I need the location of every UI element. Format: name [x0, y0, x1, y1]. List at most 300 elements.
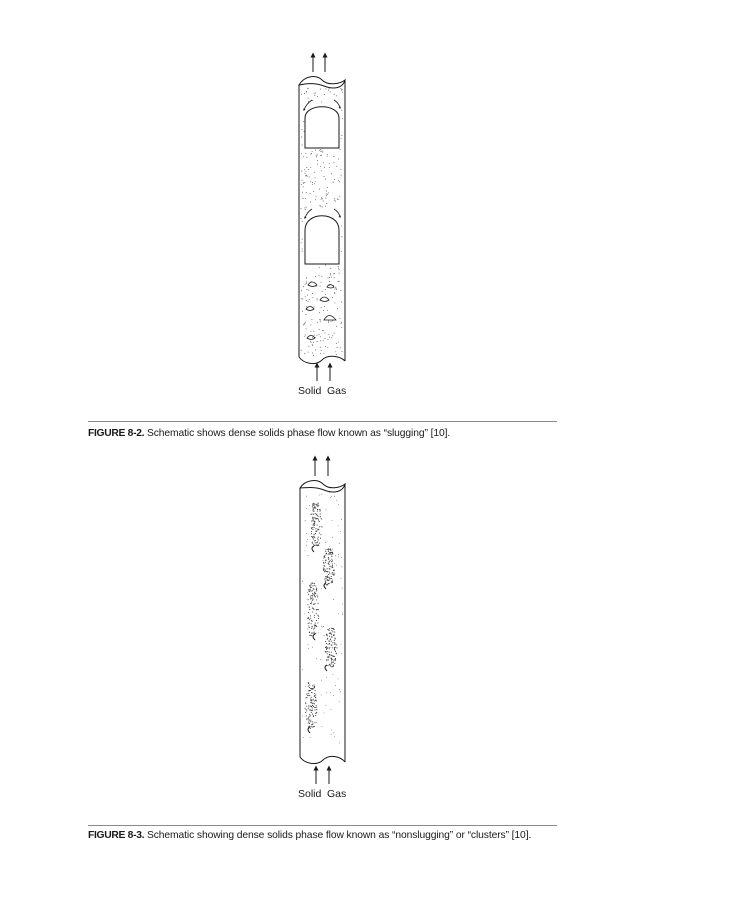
particle-dot	[311, 633, 312, 634]
particle-dot	[315, 92, 316, 93]
particle-dot	[337, 199, 338, 200]
particle-dot	[341, 110, 342, 111]
particle-dot	[306, 715, 307, 716]
particle-dot	[310, 715, 311, 716]
cluster-hook	[324, 583, 326, 589]
particle-dot	[329, 643, 330, 644]
particle-dot	[309, 622, 310, 623]
particle-dot	[329, 569, 330, 570]
particle-dot	[304, 93, 305, 94]
particle-dot	[312, 689, 313, 690]
particle-dot	[317, 96, 318, 97]
gas-slug-lower	[305, 216, 339, 264]
particle-dot	[323, 557, 324, 558]
particle-dot	[314, 628, 315, 629]
particle-dot	[332, 664, 333, 665]
particle-dot	[320, 534, 321, 535]
particle-dot	[317, 160, 318, 161]
particle-dot	[333, 156, 334, 157]
particle-dot	[308, 98, 309, 99]
particle-dot	[312, 611, 313, 612]
particle-dot	[304, 207, 305, 208]
particle-dot	[312, 184, 313, 185]
particle-dot	[328, 554, 329, 555]
inlet-label-gas: Gas	[327, 788, 347, 800]
particle-dot	[308, 352, 309, 353]
particle-dot	[315, 690, 316, 691]
particle-dot	[333, 666, 334, 667]
particle-dot	[308, 727, 309, 728]
particle-dot	[312, 510, 313, 511]
particle-dot	[321, 151, 322, 152]
particle-dot	[335, 289, 336, 290]
particle-dot	[317, 622, 318, 623]
particle-dot	[325, 294, 326, 295]
particle-dot	[314, 540, 315, 541]
particle-dot	[331, 321, 332, 322]
particle-dot	[325, 652, 326, 653]
particle-dot	[301, 208, 302, 209]
particle-dot	[312, 537, 313, 538]
particle-dot	[336, 647, 337, 648]
particle-dot	[315, 697, 316, 698]
particle-dot	[319, 532, 320, 533]
particle-dot	[319, 312, 320, 313]
particle-dot	[329, 572, 330, 573]
particle-dot	[309, 719, 310, 720]
cluster-hook	[313, 634, 315, 640]
particle-dot	[342, 118, 343, 119]
particle-dot	[336, 343, 337, 344]
particle-dot	[334, 563, 335, 564]
particle-dot	[312, 520, 313, 521]
particle-dot	[314, 687, 315, 688]
particle-dot	[313, 539, 314, 540]
particle-dot	[334, 632, 335, 633]
particle-dot	[301, 350, 302, 351]
particle-dot	[312, 705, 313, 706]
particle-dot	[312, 352, 313, 353]
particle-dot	[321, 307, 322, 308]
particle-dot	[325, 570, 326, 571]
particle-dot	[316, 155, 317, 156]
particle-dot	[333, 660, 334, 661]
particle-dot	[331, 496, 332, 497]
particle-dot	[312, 585, 313, 586]
particle-dot	[340, 531, 341, 532]
particle-dot	[334, 200, 335, 201]
particle-dot	[317, 298, 318, 299]
particle-dot	[315, 540, 316, 541]
particle-dot	[330, 91, 331, 92]
particle-dot	[326, 659, 327, 660]
particle-dot	[311, 602, 312, 603]
particle-dot	[315, 504, 316, 505]
particle-dot	[310, 618, 311, 619]
particle-dot	[319, 543, 320, 544]
particle-dot	[309, 635, 310, 636]
particle-dot	[334, 638, 335, 639]
particle-dot	[309, 695, 310, 696]
particle-dot	[329, 167, 330, 168]
particle-dot	[329, 281, 330, 282]
particle-dot	[314, 594, 315, 595]
particle-dot	[327, 571, 328, 572]
particle-dot	[329, 553, 330, 554]
particle-dot	[301, 218, 302, 219]
particle-dot	[311, 587, 312, 588]
particle-dot	[308, 690, 309, 691]
particle-dot	[326, 584, 327, 585]
particle-dot	[336, 289, 337, 290]
particle-dot	[319, 495, 320, 496]
particle-dot	[312, 529, 313, 530]
particle-dot	[316, 518, 317, 519]
inlet-label-solid: Solid	[298, 788, 322, 800]
particle-dot	[312, 293, 313, 294]
particle-dot	[338, 504, 339, 505]
particle-dot	[322, 726, 323, 727]
particle-dot	[334, 570, 335, 571]
particle-dot	[341, 327, 342, 328]
particle-dot	[304, 353, 305, 354]
particle-dot	[339, 269, 340, 270]
particle-dot	[311, 591, 312, 592]
particle-dot	[315, 531, 316, 532]
particle-dot	[312, 297, 313, 298]
particle-dot	[329, 652, 330, 653]
particle-dot	[336, 166, 337, 167]
particle-dot	[305, 708, 306, 709]
particle-dot	[333, 695, 334, 696]
particle-dot	[329, 337, 330, 338]
particle-dot	[317, 596, 318, 597]
particle-dot	[328, 322, 329, 323]
particle-dot	[312, 710, 313, 711]
particle-dot	[326, 576, 327, 577]
particle-dot	[331, 554, 332, 555]
particle-dot	[312, 714, 313, 715]
particle-dot	[310, 603, 311, 604]
particle-dot	[316, 722, 317, 723]
particle-dot	[314, 615, 315, 616]
particle-dot	[324, 176, 325, 177]
particle-dot	[334, 736, 335, 737]
particle-dot	[315, 542, 316, 543]
particle-dot	[308, 708, 309, 709]
particle-dot	[330, 550, 331, 551]
particle-dot	[331, 662, 332, 663]
particle-dot	[338, 266, 339, 267]
particle-dot	[320, 509, 321, 510]
particle-dot	[320, 340, 321, 341]
particle-dot	[308, 644, 309, 645]
particle-dot	[312, 337, 313, 338]
particle-dot	[338, 557, 339, 558]
particle-dot	[332, 549, 333, 550]
particle-dot	[314, 583, 315, 584]
particle-dot	[312, 505, 313, 506]
particle-dot	[331, 645, 332, 646]
particle-dot	[331, 663, 332, 664]
inlet-label-gas: Gas	[327, 385, 347, 397]
particle-dot	[323, 310, 324, 311]
particle-dot	[336, 288, 337, 289]
particle-dot	[313, 536, 314, 537]
particle-dot	[314, 172, 315, 173]
particle-dot	[341, 322, 342, 323]
particle-dot	[323, 162, 324, 163]
particle-dot	[338, 342, 339, 343]
particle-dot	[316, 545, 317, 546]
particle-dot	[327, 653, 328, 654]
particle-dot	[320, 320, 321, 321]
particle-dot	[304, 614, 305, 615]
particle-dot	[314, 183, 315, 184]
particle-dot	[310, 702, 311, 703]
particle-dot	[329, 561, 330, 562]
particle-dot	[308, 648, 309, 649]
particle-dot	[308, 101, 309, 102]
particle-dot	[306, 508, 307, 509]
particle-dot	[314, 93, 315, 94]
particle-dot	[327, 665, 328, 666]
particle-dot	[313, 598, 314, 599]
particle-dot	[306, 710, 307, 711]
particle-dot	[308, 682, 309, 683]
particle-dot	[319, 334, 320, 335]
particle-dot	[338, 180, 339, 181]
particle-dot	[307, 695, 308, 696]
particle-dot	[315, 707, 316, 708]
particle-dot	[310, 587, 311, 588]
particle-dot	[314, 632, 315, 633]
particle-dot	[341, 251, 342, 252]
particle-dot	[329, 492, 330, 493]
particle-dot	[322, 152, 323, 153]
particle-dot	[338, 199, 339, 200]
particle-dot	[308, 599, 309, 600]
particle-dot	[340, 169, 341, 170]
particle-dot	[321, 588, 322, 589]
particle-dot	[316, 156, 317, 157]
particle-dot	[302, 299, 303, 300]
particle-dot	[325, 549, 326, 550]
particle-dot	[314, 335, 315, 336]
particle-dot	[307, 539, 308, 540]
particle-dot	[309, 714, 310, 715]
particle-dot	[308, 346, 309, 347]
particle-dot	[328, 559, 329, 560]
particle-dot	[316, 196, 317, 197]
particle-dot	[326, 194, 327, 195]
particle-dot	[332, 574, 333, 575]
particle-dot	[318, 633, 319, 634]
particle-dot	[331, 559, 332, 560]
particle-dot	[302, 239, 303, 240]
particle-dot	[311, 520, 312, 521]
particle-dot	[329, 648, 330, 649]
particle-dot	[308, 590, 309, 591]
particle-dot	[332, 553, 333, 554]
particle-dot	[332, 551, 333, 552]
particle-dot	[310, 726, 311, 727]
particle-dot	[327, 194, 328, 195]
particle-dot	[325, 580, 326, 581]
particle-dot	[306, 533, 307, 534]
particle-dot	[316, 588, 317, 589]
particle-dot	[315, 177, 316, 178]
particle-dot	[328, 656, 329, 657]
particle-dot	[312, 590, 313, 591]
particle-dot	[333, 628, 334, 629]
particle-dot	[305, 198, 306, 199]
particle-dot	[332, 560, 333, 561]
particle-dot	[332, 320, 333, 321]
particle-dot	[312, 506, 313, 507]
particle-dot	[302, 251, 303, 252]
particle-dot	[330, 549, 331, 550]
particle-dot	[320, 538, 321, 539]
particle-dot	[334, 642, 335, 643]
particle-dot	[332, 520, 333, 521]
particle-dot	[313, 503, 314, 504]
particle-dot	[326, 705, 327, 706]
particle-dot	[317, 515, 318, 516]
particle-dot	[311, 692, 312, 693]
particle-dot	[305, 173, 306, 174]
particle-dot	[321, 494, 322, 495]
particle-dot	[312, 344, 313, 345]
particle-dot	[306, 207, 307, 208]
particle-dot	[321, 197, 322, 198]
particle-dot	[328, 339, 329, 340]
particle-dot	[340, 88, 341, 89]
particle-dot	[323, 563, 324, 564]
particle-dot	[334, 333, 335, 334]
particle-dot	[317, 529, 318, 530]
particle-dot	[312, 707, 313, 708]
particle-dot	[335, 351, 336, 352]
particle-dot	[309, 607, 310, 608]
particle-dot	[305, 284, 306, 285]
particle-dot	[320, 149, 321, 150]
particle-dot	[315, 199, 316, 200]
particle-dot	[305, 334, 306, 335]
particle-dot	[311, 319, 312, 320]
particle-dot	[319, 329, 320, 330]
particle-dot	[329, 568, 330, 569]
particle-dot	[334, 656, 335, 657]
particle-dot	[310, 331, 311, 332]
particle-dot	[327, 584, 328, 585]
particle-dot	[304, 324, 305, 325]
particle-dot	[339, 743, 340, 744]
particle-dot	[322, 207, 323, 208]
particle-dot	[318, 544, 319, 545]
particle-dot	[306, 289, 307, 290]
particle-dot	[312, 703, 313, 704]
particle-dot	[302, 716, 303, 717]
particle-dot	[321, 101, 322, 102]
particle-dot	[326, 203, 327, 204]
particle-dot	[334, 640, 335, 641]
particle-dot	[331, 730, 332, 731]
particle-dot	[328, 192, 329, 193]
particle-dot	[316, 707, 317, 708]
particle-dot	[317, 518, 318, 519]
particle-dot	[312, 151, 313, 152]
particle-dot	[315, 276, 316, 277]
pipe-bottom-end	[300, 756, 345, 763]
particle-dot	[342, 588, 343, 589]
particle-dot	[318, 545, 319, 546]
particle-dot	[332, 642, 333, 643]
particle-dot	[322, 527, 323, 528]
particle-dot	[334, 649, 335, 650]
particle-dot	[310, 728, 311, 729]
particle-dot	[335, 685, 336, 686]
particle-dot	[309, 619, 310, 620]
particle-dot	[314, 592, 315, 593]
particle-dot	[315, 633, 316, 634]
particle-dot	[310, 310, 311, 311]
particle-dot	[301, 298, 302, 299]
particle-dot	[342, 604, 343, 605]
particle-dot	[313, 633, 314, 634]
particle-dot	[332, 666, 333, 667]
particle-dot	[315, 596, 316, 597]
particle-dot	[313, 508, 314, 509]
particle-dot	[311, 324, 312, 325]
particle-dot	[315, 623, 316, 624]
particle-dot	[308, 716, 309, 717]
particle-dot	[328, 580, 329, 581]
particle-dot	[342, 566, 343, 567]
particle-dot	[330, 578, 331, 579]
particle-dot	[323, 340, 324, 341]
particle-dot	[320, 155, 321, 156]
particle-dot	[311, 536, 312, 537]
particle-dot	[318, 537, 319, 538]
bubble	[307, 336, 315, 340]
particle-dot	[312, 599, 313, 600]
particle-dot	[333, 674, 334, 675]
particle-dot	[311, 635, 312, 636]
particle-dot	[326, 634, 327, 635]
particle-dot	[331, 634, 332, 635]
particle-dot	[315, 694, 316, 695]
particle-dot	[323, 560, 324, 561]
particle-dot	[312, 685, 313, 686]
particle-dot	[339, 281, 340, 282]
particle-dot	[326, 660, 327, 661]
particle-dot	[330, 497, 331, 498]
particle-dot	[319, 150, 320, 151]
particle-dot	[331, 652, 332, 653]
particle-dot	[332, 565, 333, 566]
particle-dot	[329, 647, 330, 648]
particle-dot	[313, 505, 314, 506]
particle-dot	[308, 705, 309, 706]
particle-dot	[322, 198, 323, 199]
particle-dot	[338, 679, 339, 680]
particle-dot	[324, 167, 325, 168]
particle-dot	[324, 306, 325, 307]
particle-dot	[308, 169, 309, 170]
recirculation-arrow-right-lower	[334, 209, 340, 217]
particle-dot	[307, 295, 308, 296]
